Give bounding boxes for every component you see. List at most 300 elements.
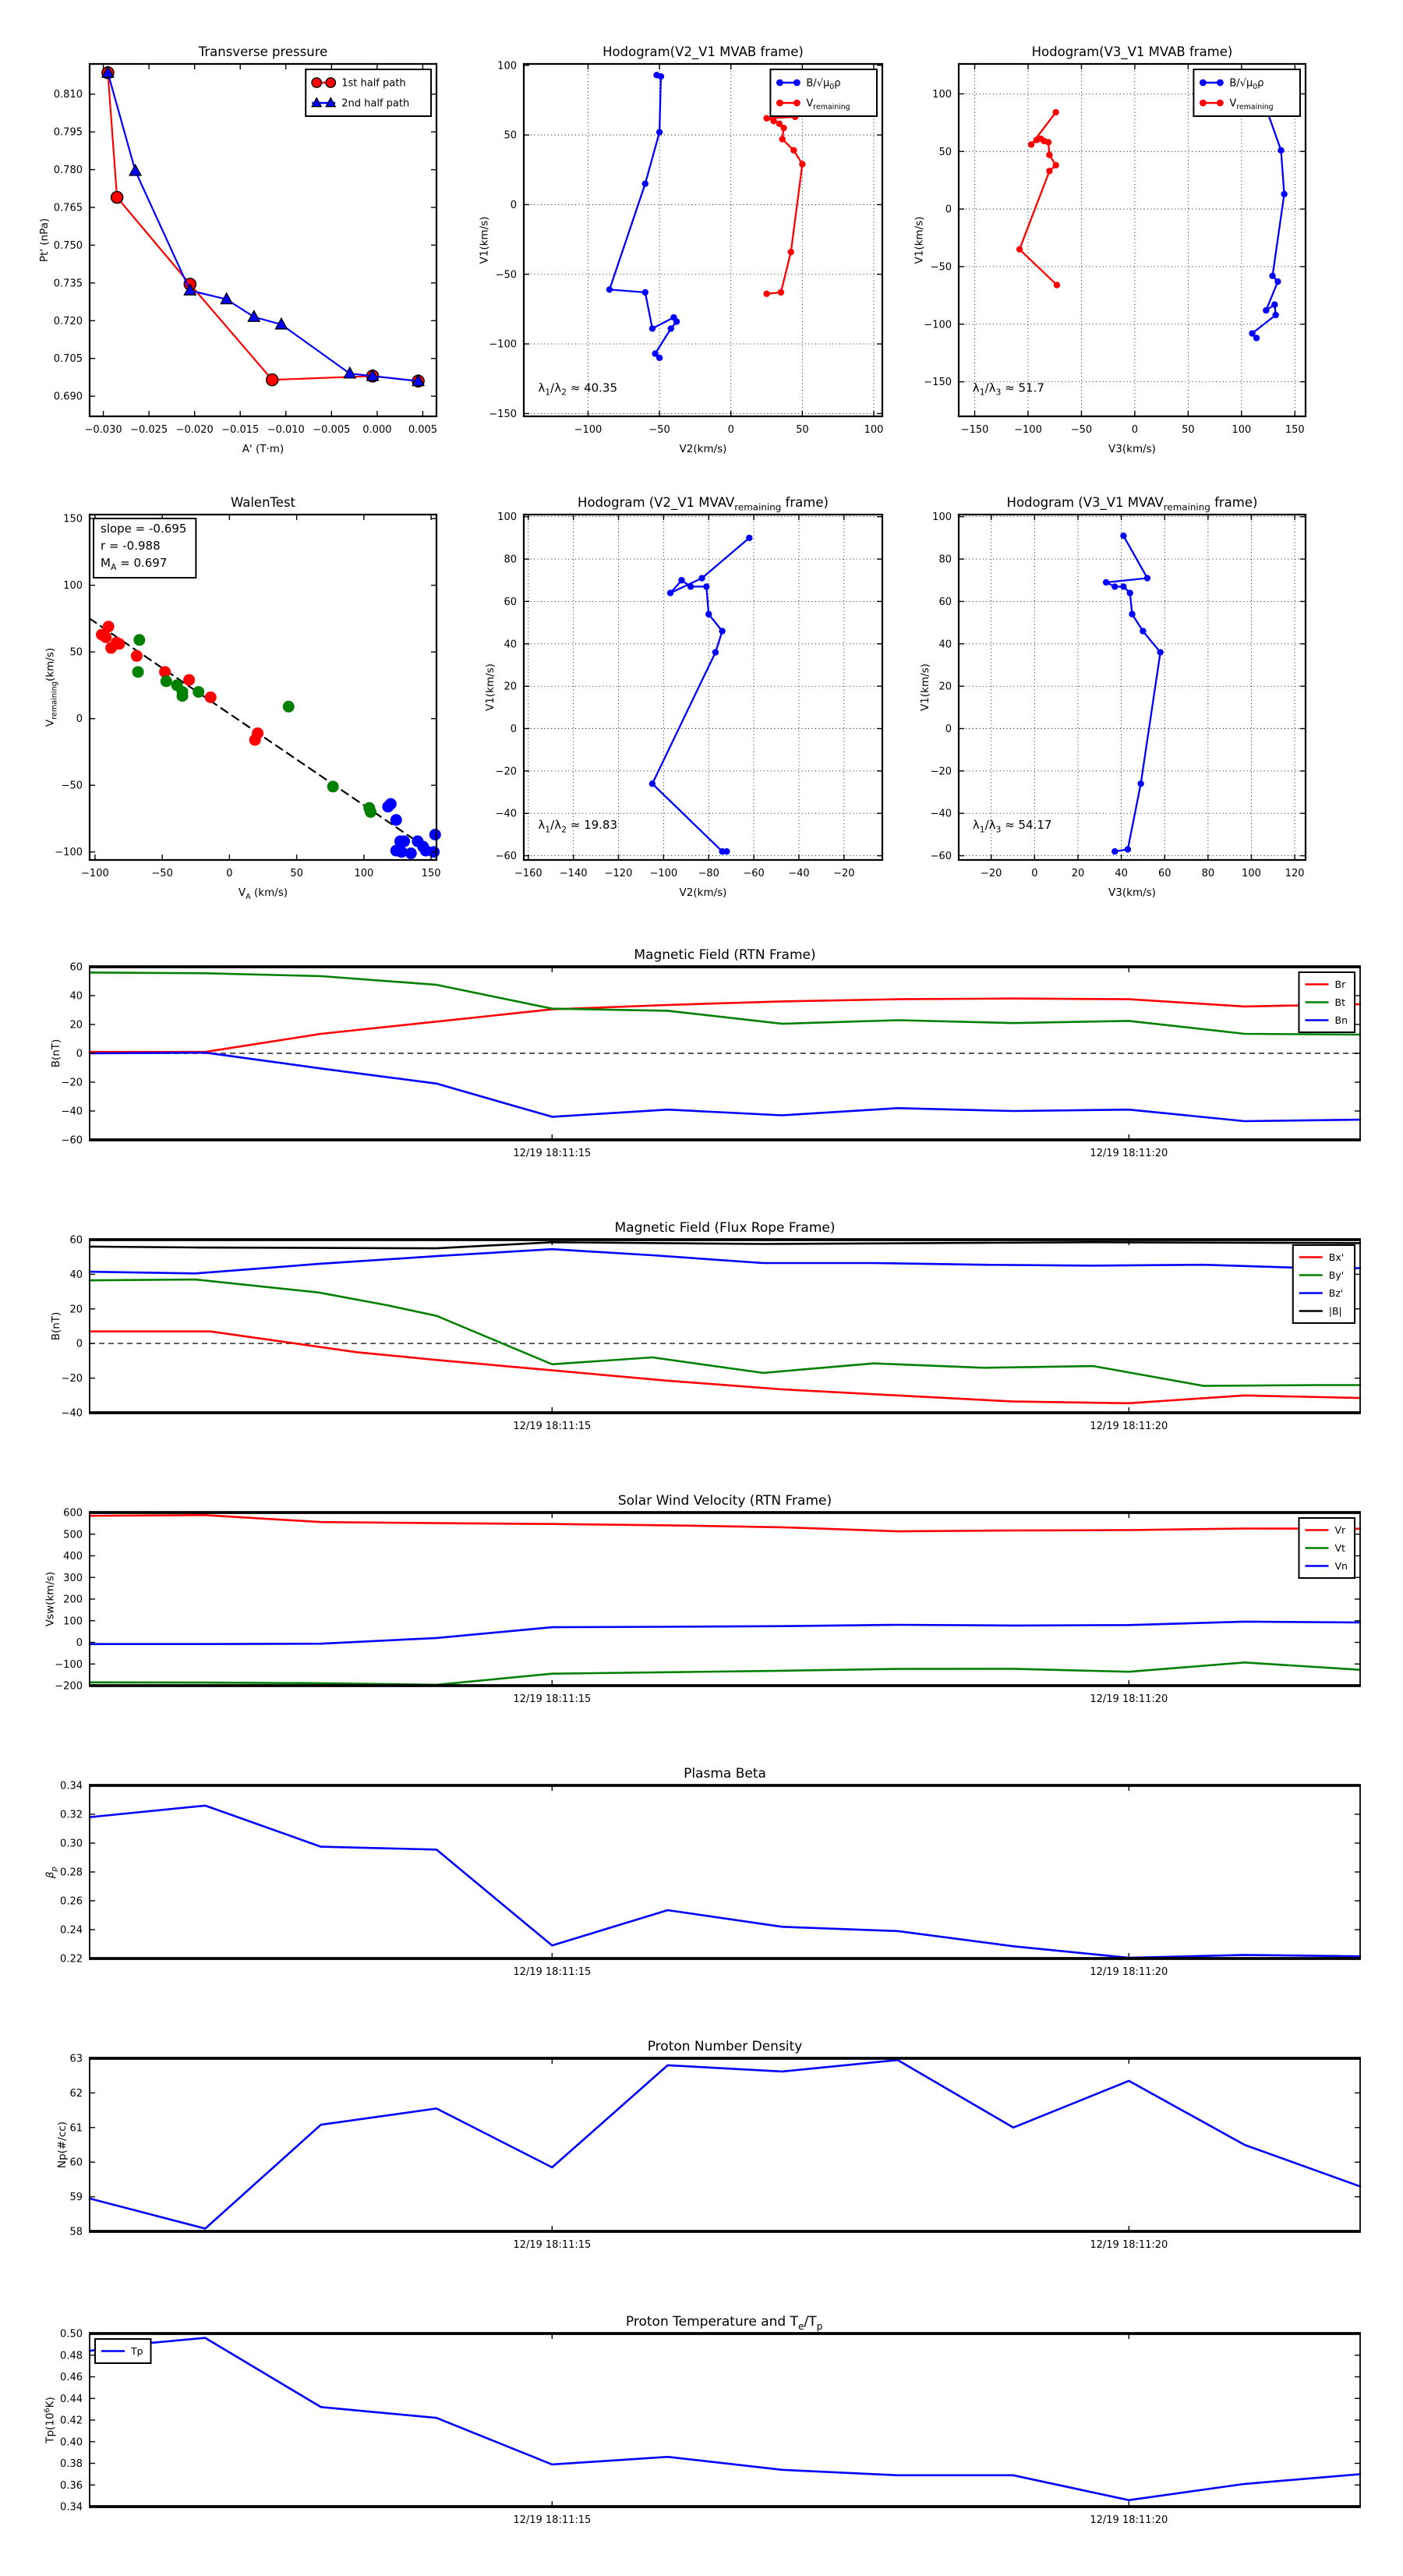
y-tick-label: 0	[76, 1338, 83, 1350]
legend-label: 1st half path	[341, 77, 406, 90]
marker-dot	[113, 638, 125, 649]
ticks	[90, 1513, 1360, 1686]
series-Vr	[90, 1515, 1360, 1531]
marker-dot	[1052, 162, 1058, 168]
x-tick-label: 12/19 18:11:20	[1090, 2239, 1168, 2251]
y-axis-label: Np(#/cc)	[55, 2121, 69, 2168]
panel-D	[44, 495, 441, 901]
marker-dot	[723, 848, 730, 855]
x-tick-label: 100	[354, 868, 374, 879]
series-line	[90, 2338, 1360, 2500]
marker-dot	[649, 325, 656, 331]
legend	[95, 2339, 151, 2363]
spines	[89, 1785, 1361, 1959]
y-tick-label: 0	[945, 203, 952, 216]
marker-dot	[1137, 780, 1143, 787]
y-axis-label: B(nT)	[50, 1039, 63, 1068]
y-tick-label: 59	[69, 2192, 83, 2204]
marker-dot	[788, 249, 794, 255]
x-tick-label: 12/19 18:11:15	[513, 1693, 592, 1705]
marker-dot	[778, 289, 784, 295]
series-line	[652, 538, 749, 851]
y-axis-label: $\beta_p$	[44, 1867, 59, 1879]
y-tick-label: 0	[76, 1637, 83, 1649]
marker-dot	[793, 80, 800, 87]
marker-dot	[1054, 281, 1060, 288]
panel-B	[479, 44, 884, 455]
series-line	[90, 1806, 1360, 1958]
y-tick-label: −40	[930, 808, 952, 820]
y-tick-label: 100	[932, 511, 952, 524]
legend-label: By'	[1328, 1269, 1345, 1281]
marker-dot	[656, 129, 663, 135]
series-line	[90, 2060, 1360, 2228]
marker-dot	[133, 666, 144, 678]
y-tick-label: −60	[930, 851, 952, 863]
y-tick-label: 0.40	[60, 2436, 83, 2449]
y-axis-label: V1(km/s)	[919, 663, 932, 711]
y-tick-label: 0.780	[53, 165, 83, 177]
y-tick-label: 200	[63, 1594, 83, 1606]
x-tick-label: −100	[81, 868, 109, 879]
marker-dot	[1217, 80, 1224, 87]
y-tick-label: −60	[495, 851, 517, 863]
x-tick-label: 80	[1201, 868, 1215, 879]
y-tick-label: 60	[69, 961, 83, 974]
panel-J	[44, 1766, 1361, 1978]
y-tick-label: −150	[489, 408, 517, 420]
x-tick-label: 0	[1031, 868, 1038, 879]
panel-title: Transverse pressure	[198, 44, 328, 59]
marker-dot	[1028, 141, 1034, 147]
x-tick-label: 150	[1285, 424, 1305, 436]
legend-label: Bn	[1334, 1014, 1348, 1026]
y-tick-label: 0.795	[53, 126, 83, 139]
marker-dot	[1269, 273, 1275, 279]
x-tick-label: 100	[1232, 424, 1252, 436]
marker-dot	[1129, 611, 1135, 617]
panel-title: Hodogram(V2_V1 MVAB frame)	[603, 44, 804, 59]
panel-K	[56, 2039, 1361, 2251]
y-tick-label: 0.720	[53, 315, 83, 327]
series-line	[90, 1515, 1360, 1531]
marker-dot	[1144, 575, 1150, 581]
marker-dot	[1111, 848, 1118, 855]
marker-dot	[1217, 100, 1224, 107]
marker-dot	[649, 780, 656, 787]
legend	[1193, 69, 1300, 116]
y-tick-label: 100	[63, 1615, 83, 1628]
y-tick-label: 100	[497, 60, 517, 73]
series-Vt	[90, 1662, 1360, 1685]
series-V_remaining	[763, 114, 805, 297]
y-tick-label: −150	[924, 377, 952, 389]
marker-dot	[799, 161, 805, 167]
y-tick-label: −20	[61, 1077, 83, 1089]
x-tick-label: 20	[1071, 868, 1085, 879]
y-tick-label: 60	[69, 1234, 83, 1247]
series-B hodogram	[1103, 533, 1164, 855]
x-tick-label: −150	[960, 424, 989, 436]
marker-circle	[111, 192, 123, 203]
x-tick-label: −50	[648, 424, 670, 436]
marker-dot	[391, 814, 402, 826]
x-tick-label: −0.005	[313, 424, 351, 436]
panel-F	[919, 495, 1306, 899]
marker-dot	[642, 289, 648, 295]
spines	[89, 2334, 1361, 2507]
marker-dot	[205, 692, 217, 703]
y-tick-label: 0.46	[60, 2372, 83, 2383]
y-tick-label: 60	[938, 596, 952, 608]
x-axis-label: V3(km/s)	[1108, 886, 1156, 899]
y-tick-label: −100	[55, 1658, 83, 1671]
y-tick-label: 62	[69, 2087, 83, 2100]
panel-title: Hodogram (V3_V1 $MVAV_{remaining}$ frame)	[1006, 494, 1258, 513]
y-axis-label: Pt' (nPa)	[38, 218, 51, 263]
marker-dot	[133, 634, 145, 646]
panel-title: WalenTest	[230, 495, 296, 510]
series-B hodogram	[649, 535, 753, 855]
y-axis-label: $V_{remaining}(km/s)$	[44, 647, 59, 727]
series-Tp	[90, 2338, 1360, 2500]
series-line	[1253, 111, 1285, 338]
x-tick-label: −120	[604, 868, 633, 879]
y-tick-label: −20	[930, 766, 952, 778]
stats-line: slope = -0.695	[101, 522, 187, 536]
legend-label: 2nd half path	[341, 97, 410, 110]
marker-dot	[193, 686, 204, 698]
y-tick-label: 58	[69, 2226, 83, 2238]
marker-dot	[1200, 80, 1207, 87]
panel-title: Proton Temperature and $T_e/T_p$	[625, 2314, 823, 2332]
y-tick-label: 0.50	[60, 2328, 83, 2341]
marker-dot	[1016, 246, 1023, 253]
x-tick-label: 12/19 18:11:15	[513, 2239, 592, 2251]
y-tick-label: −100	[924, 319, 952, 331]
y-tick-label: 20	[69, 1304, 83, 1316]
marker-dot	[771, 118, 777, 124]
y-tick-label: −50	[495, 269, 517, 281]
y-tick-label: −20	[495, 766, 517, 778]
panel-C	[914, 44, 1307, 455]
y-tick-label: 40	[69, 990, 83, 1003]
marker-triangle	[129, 165, 141, 175]
y-axis-label: V1(km/s)	[484, 663, 497, 711]
x-tick-label: 150	[421, 868, 441, 879]
y-tick-label: 40	[69, 1269, 83, 1281]
marker-dot	[131, 650, 143, 662]
x-tick-label: −80	[698, 868, 719, 879]
series-line	[108, 73, 418, 381]
ticks	[90, 2334, 1360, 2507]
legend-label: Tp	[131, 2345, 143, 2357]
marker-dot	[780, 125, 786, 131]
marker-circle	[326, 78, 335, 87]
marker-dot	[776, 100, 783, 107]
panel-I	[44, 1493, 1361, 1705]
x-tick-label: 0	[727, 424, 734, 436]
y-axis-label: $Tp(10^6K)$	[43, 2397, 57, 2443]
series-By'	[90, 1279, 1360, 1386]
series-scatter mid	[133, 634, 376, 818]
marker-dot	[678, 577, 684, 583]
series-line	[90, 1242, 1360, 1248]
x-tick-label: 100	[1242, 868, 1261, 879]
legend-label: $V_{remaining}$	[1229, 97, 1274, 112]
x-tick-label: 60	[1157, 868, 1172, 879]
y-tick-label: 0.30	[60, 1838, 83, 1850]
series-Bz'	[90, 1249, 1360, 1273]
x-tick-label: 12/19 18:11:20	[1090, 1148, 1168, 1159]
marker-dot	[790, 147, 797, 154]
panel-title: Plasma Beta	[684, 1766, 766, 1782]
marker-dot	[667, 589, 673, 596]
stats-line: $M_A = 0.697$	[101, 556, 168, 573]
marker-triangle	[248, 310, 260, 321]
y-tick-label: 0	[510, 199, 517, 211]
x-tick-label: −0.030	[84, 424, 122, 436]
marker-dot	[656, 355, 663, 361]
y-tick-label: 40	[504, 639, 517, 651]
y-tick-label: −40	[61, 1106, 83, 1118]
panel-title: Magnetic Field (Flux Rope Frame)	[614, 1220, 836, 1236]
x-tick-label: −40	[788, 868, 810, 879]
y-tick-label: 100	[497, 511, 517, 524]
annotation: $\lambda_1/\lambda_3 \approx 54.17$	[972, 818, 1052, 835]
marker-dot	[1140, 628, 1146, 634]
x-tick-label: −100	[574, 424, 603, 436]
series-line	[90, 1053, 1360, 1121]
marker-dot	[1046, 168, 1052, 174]
marker-dot	[673, 318, 680, 324]
marker-dot	[1157, 649, 1163, 655]
y-tick-label: 150	[63, 513, 83, 525]
marker-dot	[100, 632, 111, 643]
y-tick-label: 300	[63, 1572, 83, 1584]
x-tick-label: 12/19 18:11:20	[1090, 1693, 1168, 1705]
annotation: $\lambda_1/\lambda_2 \approx 19.83$	[538, 818, 618, 835]
series-line	[90, 1279, 1360, 1386]
ticks	[524, 515, 882, 860]
x-tick-label: 12/19 18:11:20	[1090, 1421, 1168, 1432]
x-axis-label: V2(km/s)	[679, 886, 727, 899]
marker-dot	[183, 674, 195, 686]
marker-dot	[1103, 579, 1109, 586]
marker-circle	[312, 78, 321, 87]
legend	[1293, 1245, 1355, 1323]
series-|B|	[90, 1242, 1360, 1248]
series-V_remaining	[1016, 109, 1060, 288]
series-Np	[90, 2060, 1360, 2228]
y-tick-label: −40	[495, 808, 517, 820]
marker-circle	[267, 374, 278, 386]
series-B/sqrt(mu0 rho)	[606, 72, 680, 361]
panel-title: Hodogram(V3_V1 MVAB frame)	[1031, 44, 1233, 59]
panel-L	[43, 2314, 1360, 2526]
y-tick-label: 0.765	[53, 202, 83, 214]
marker-dot	[1046, 151, 1052, 157]
marker-dot	[327, 780, 339, 792]
marker-dot	[703, 583, 709, 589]
y-tick-label: 63	[69, 2053, 83, 2065]
legend-label: Vn	[1334, 1560, 1348, 1572]
marker-dot	[1052, 109, 1058, 115]
series-line	[90, 1622, 1360, 1644]
x-tick-label: −0.015	[221, 424, 260, 436]
x-tick-label: 0	[226, 868, 233, 879]
y-tick-label: 0.38	[60, 2458, 83, 2470]
marker-dot	[712, 649, 719, 655]
marker-dot	[398, 836, 410, 847]
y-tick-label: 20	[504, 681, 517, 693]
y-tick-label: 50	[69, 646, 83, 659]
marker-dot	[793, 100, 800, 107]
panel-E	[484, 495, 883, 899]
legend	[1299, 972, 1355, 1032]
marker-dot	[776, 80, 783, 87]
y-axis-label: B(nT)	[50, 1311, 63, 1341]
stats-line: r = -0.988	[101, 539, 161, 553]
x-tick-label: 0.000	[362, 424, 392, 436]
y-tick-label: 0.810	[53, 89, 83, 101]
y-tick-label: −20	[61, 1373, 83, 1385]
y-tick-label: 60	[504, 596, 517, 608]
series-Vn	[90, 1622, 1360, 1644]
y-tick-label: 60	[69, 2157, 83, 2169]
y-tick-label: −50	[930, 261, 952, 274]
marker-dot	[161, 675, 172, 687]
legend	[1299, 1518, 1355, 1578]
y-axis-label: V1(km/s)	[478, 216, 491, 264]
y-axis-label: Vsw(km/s)	[44, 1571, 57, 1627]
x-tick-label: 50	[1182, 424, 1195, 436]
x-tick-label: 40	[1115, 868, 1128, 879]
series-beta_p	[90, 1806, 1360, 1958]
panel-H	[50, 1220, 1361, 1432]
y-tick-label: 100	[63, 580, 83, 593]
legend	[306, 69, 431, 116]
marker-dot	[1271, 302, 1278, 308]
marker-dot	[746, 535, 752, 541]
grid	[959, 515, 1306, 860]
x-tick-label: −0.020	[175, 424, 214, 436]
marker-triangle	[344, 367, 355, 378]
y-tick-label: 0	[945, 723, 952, 735]
y-tick-label: 80	[504, 554, 517, 566]
y-axis-label: V1(km/s)	[913, 216, 926, 264]
marker-dot	[1281, 191, 1287, 197]
y-tick-label: 0.735	[53, 278, 83, 290]
x-tick-label: 120	[1285, 868, 1305, 879]
x-axis-label: $V_A$ (km/s)	[238, 886, 288, 901]
x-tick-label: 12/19 18:11:15	[513, 1421, 592, 1432]
x-axis-label: A' (T·m)	[242, 443, 284, 455]
y-tick-label: 0.34	[60, 1780, 83, 1792]
series-line	[610, 75, 677, 358]
marker-dot	[1120, 583, 1126, 589]
x-tick-label: −140	[559, 868, 588, 879]
y-tick-label: −200	[55, 1680, 83, 1693]
x-tick-label: 12/19 18:11:15	[513, 2514, 592, 2526]
marker-dot	[1278, 147, 1284, 154]
marker-dot	[1253, 334, 1260, 341]
x-tick-label: −20	[833, 868, 855, 879]
legend-label: Vt	[1334, 1542, 1345, 1554]
spines	[523, 515, 883, 860]
legend	[770, 69, 877, 116]
panel-title: Proton Number Density	[647, 2039, 803, 2054]
x-tick-label: 12/19 18:11:20	[1090, 1966, 1168, 1978]
marker-dot	[1272, 312, 1278, 318]
marker-dot	[698, 575, 705, 581]
y-tick-label: 0.24	[60, 1924, 83, 1937]
panel-G	[50, 947, 1361, 1159]
marker-dot	[606, 286, 613, 292]
x-tick-label: −100	[1014, 424, 1042, 436]
x-tick-label: 12/19 18:11:15	[513, 1966, 592, 1978]
y-tick-label: 61	[69, 2122, 83, 2135]
marker-dot	[429, 829, 441, 840]
panel-title: Hodogram (V2_V1 $MVAV_{remaining}$ frame)	[578, 494, 829, 513]
y-tick-label: 0.690	[53, 391, 83, 403]
x-tick-label: 50	[796, 424, 809, 436]
y-tick-label: 500	[63, 1529, 83, 1541]
marker-dot	[1127, 589, 1133, 596]
grid	[524, 515, 882, 860]
marker-dot	[642, 180, 648, 186]
legend-label: $B/√\mu_0\rho$	[806, 77, 841, 92]
y-tick-label: 40	[938, 639, 952, 651]
series-B/sqrt(mu0 rho)	[1249, 108, 1287, 341]
marker-dot	[658, 73, 664, 80]
x-tick-label: 12/19 18:11:15	[513, 1148, 592, 1159]
x-axis-label: V3(km/s)	[1108, 443, 1156, 455]
marker-dot	[420, 845, 432, 857]
y-tick-label: 0.26	[60, 1895, 83, 1908]
y-tick-label: 0	[76, 713, 83, 726]
y-tick-label: 0.32	[60, 1809, 83, 1821]
x-tick-label: 50	[290, 868, 303, 879]
marker-dot	[687, 583, 694, 589]
y-tick-label: 0.34	[60, 2501, 83, 2514]
marker-dot	[1125, 846, 1131, 852]
legend-label: Br	[1334, 978, 1346, 990]
y-tick-label: −100	[55, 847, 83, 859]
x-tick-label: −50	[151, 868, 173, 879]
spines	[89, 1513, 1361, 1686]
marker-dot	[249, 734, 261, 746]
annotation: $\lambda_1/\lambda_2 \approx 40.35$	[538, 380, 618, 398]
marker-dot	[1200, 100, 1207, 107]
marker-dot	[779, 136, 786, 142]
series-line	[108, 73, 418, 381]
marker-dot	[405, 847, 417, 859]
x-tick-label: −0.010	[267, 424, 305, 436]
y-tick-label: 80	[938, 554, 952, 566]
x-tick-label: −20	[981, 868, 1002, 879]
legend-label: $B/√\mu_0\rho$	[1229, 77, 1264, 92]
y-tick-label: 0.36	[60, 2479, 83, 2492]
marker-dot	[705, 611, 712, 617]
panel-title: Magnetic Field (RTN Frame)	[634, 947, 816, 963]
marker-dot	[283, 701, 295, 713]
series-line	[1106, 536, 1161, 851]
y-tick-label: 50	[504, 129, 517, 142]
x-tick-label: −0.025	[130, 424, 168, 436]
marker-dot	[385, 798, 397, 810]
series-line	[90, 1249, 1360, 1273]
